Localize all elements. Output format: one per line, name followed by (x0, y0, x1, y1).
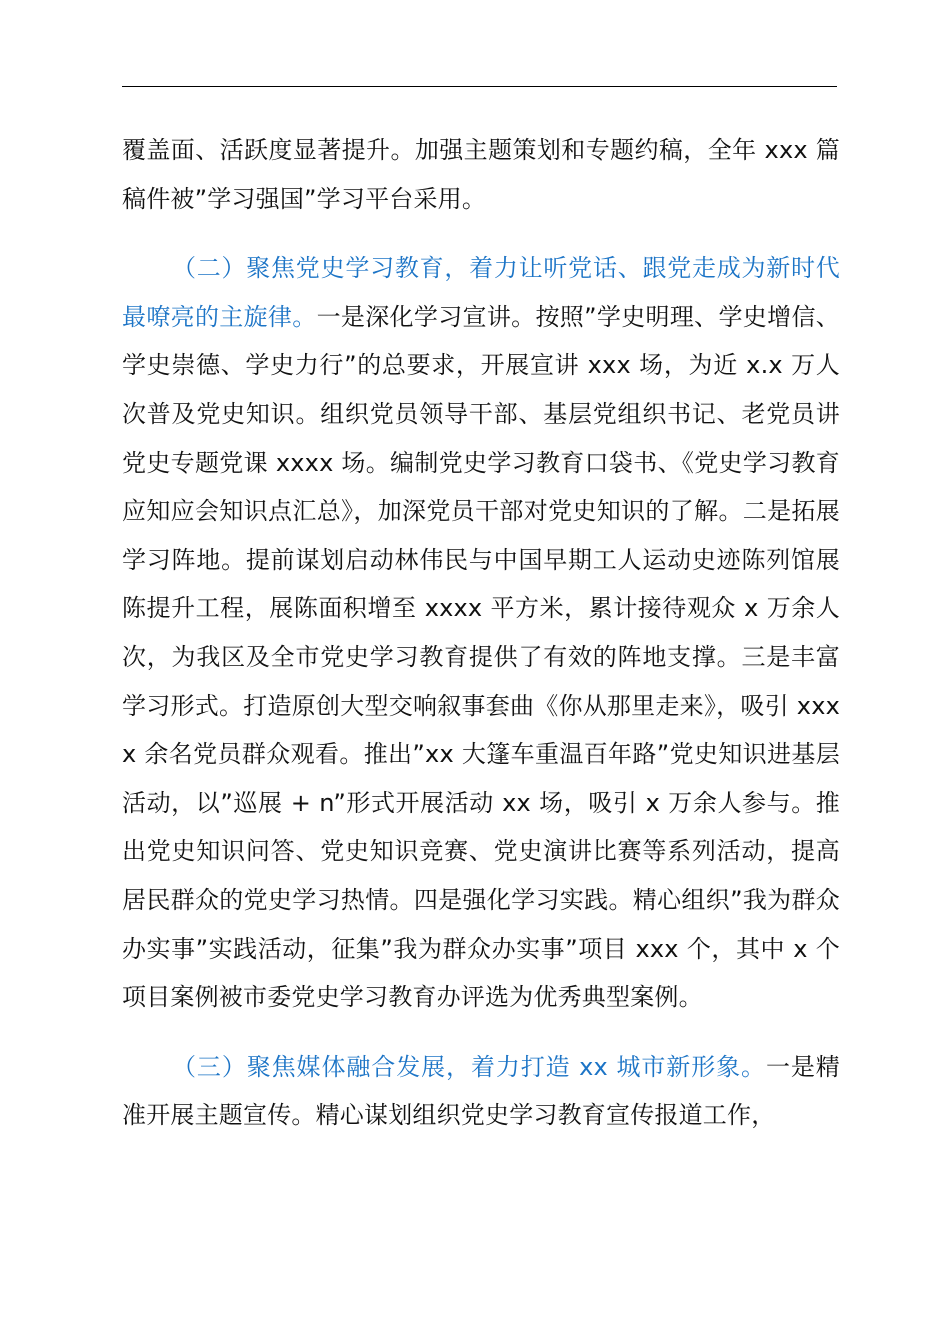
section-2-heading: （二）聚焦党史学习教育，着力让听党话、跟党走成为新时代最嘹亮的主旋律。 (122, 254, 840, 331)
section-3-heading: （三）聚焦媒体融合发展，着力打造 xx 城市新形象。 (172, 1052, 766, 1081)
paragraph-continuation (122, 126, 840, 223)
paragraph-1-text: 覆盖面、活跃度显著提升。加强主题策划和专题约稿，全年 xxx 篇稿件被”学习强国”学习平台采用。 (122, 136, 840, 213)
paragraph-section-3 (122, 1043, 840, 1140)
document-body (122, 126, 840, 1140)
section-3-body: 一是精准开展主题宣传。精心谋划组织党史学习教育宣传报道工作， (122, 1052, 840, 1130)
header-rule (122, 86, 837, 87)
section-2-body: 一是深化学习宣讲。按照”学史明理、学史增信、学史崇德、学史力行”的总要求，开展宣讲 xxx 场，为近 x.x 万人次普及党史知识。组织党员领导干部、基层党组织书记、老党员讲党史专题党课 xxxx 场。编制党史学习教育口袋书、《党史学习教育应知应会知识点汇总》，加深党员干部对党史知识的了解。二是拓展学习阵地。提前谋划启动林伟民与中国早期工人运动史迹陈列馆展陈提升工程，展陈面积增至 xxxx 平方米，累计接待观众 x 万余人次，为我区及全市党史学习教育提供了有效的阵地支撑。三是丰富学习形式。打造原创大型交响叙事套曲《你从那里走来》，吸引 xxxx 余名党员群众观看。推出”xx 大篷车重温百年路”党史知识进基层活动，以”巡展 + n”形式开展活动 xx 场，吸引 x 万余人参与。推出党史知识问答、党史知识竞赛、党史演讲比赛等系列活动，提高居民群众的党史学习热情。四是强化学习实践。精心组织”我为群众办实事”实践活动，征集”我为群众办实事”项目 xxx 个，其中 x 个项目案例被市委党史学习教育办评选为优秀典型案例。 (122, 302, 840, 1012)
paragraph-section-2 (122, 244, 840, 1022)
